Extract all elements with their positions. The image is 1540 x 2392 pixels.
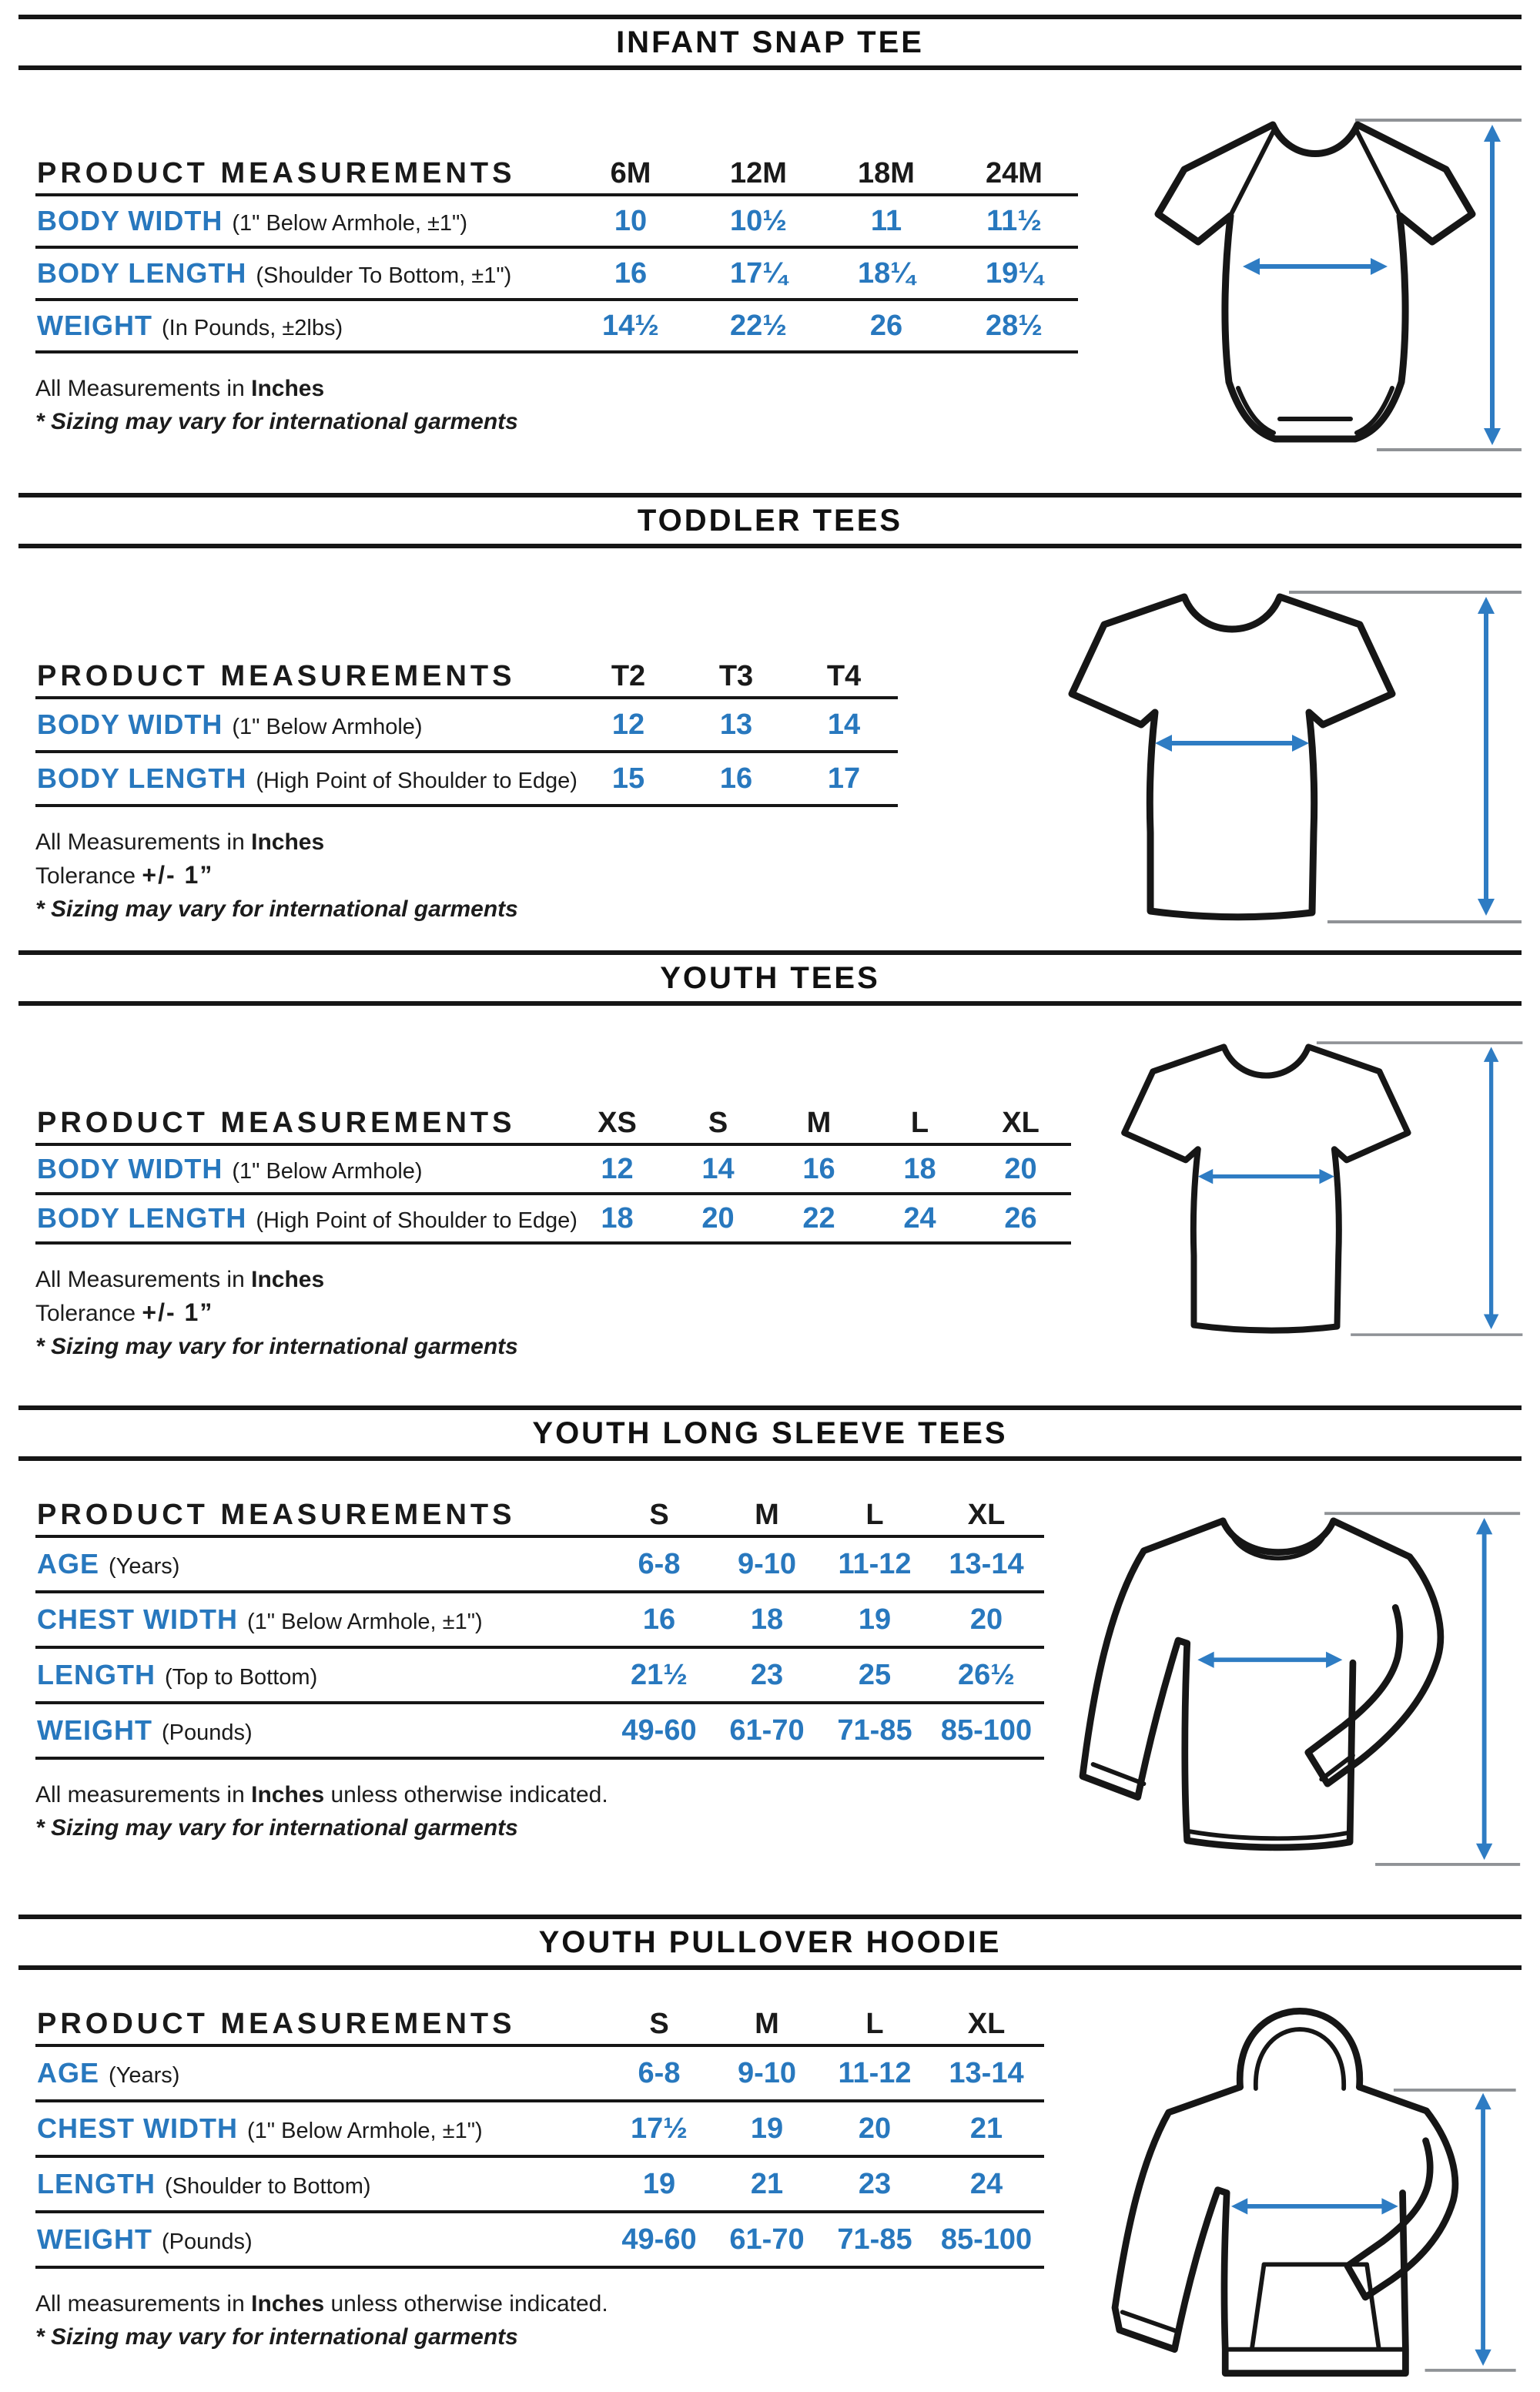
value-cell: 11 [870,204,902,237]
row-label-cell [35,709,574,741]
tee-diagram [992,551,1531,950]
table-row [35,249,1078,301]
value-cell: 10½ [730,204,787,237]
sizing-note: * Sizing may vary for international garments [35,1334,518,1359]
size-header: XL [1002,1106,1040,1139]
table-header-label: PRODUCT MEASUREMENTS [37,659,516,692]
row-label: LENGTH [37,2168,156,2199]
row-label: WEIGHT [37,2223,152,2255]
row-label: WEIGHT [37,1714,152,1746]
value-cell: 49-60 [621,1714,697,1747]
value-cell: 20 [969,1603,1003,1636]
value-cell: 17½ [631,2112,688,2145]
section-title: YOUTH LONG SLEEVE TEES [532,1415,1008,1450]
body-width-arrow [1198,1169,1334,1184]
row-label: BODY WIDTH [37,1153,223,1184]
chest-width-arrow [1197,1652,1342,1668]
tolerance-bold: +/- 1” [142,1298,214,1326]
row-label-cell [35,1603,605,1636]
value-cell: 11-12 [838,2056,912,2089]
value-cell: 13 [719,708,753,741]
table-header-row [35,1495,1044,1538]
row-label: AGE [37,1548,100,1580]
row-label: WEIGHT [37,310,152,341]
value-cell: 26 [1004,1201,1037,1235]
value-cell: 19 [750,2112,784,2145]
value-cell: 14½ [602,309,659,342]
value-cell: 18 [903,1152,936,1185]
table-row [35,1649,1044,1704]
body-length-arrow [1478,597,1495,916]
value-cell: 71-85 [837,2223,912,2256]
pullover-hoodie-diagram [1069,1945,1531,2392]
row-label: BODY WIDTH [37,709,223,740]
size-header: XL [967,2007,1006,2040]
row-note: (1" Below Armhole, ±1") [246,2119,483,2143]
size-header: S [708,1106,728,1139]
units-note-suffix: unless otherwise indicated. [324,1782,608,1807]
sizing-note: * Sizing may vary for international garments [35,896,518,922]
value-cell: 16 [642,1603,676,1636]
row-label: BODY LENGTH [37,762,247,794]
row-label-cell [35,1153,567,1185]
table-header-label: PRODUCT MEASUREMENTS [37,156,516,189]
section-infant-snap-tee [0,0,1540,493]
value-cell: 21 [750,2167,784,2200]
reference-lines [1394,2090,1516,2370]
table-row [35,1538,1044,1593]
value-cell: 17 [827,762,861,795]
row-note: (1" Below Armhole) [232,715,423,739]
table-row [35,699,898,753]
size-header: 6M [610,156,651,189]
table-header-row [35,153,1078,196]
units-note-bold: Inches [251,1782,325,1807]
size-header: T4 [826,659,862,692]
sizing-note: * Sizing may vary for international garments [35,409,518,434]
table-header-row [35,656,898,699]
value-cell: 61-70 [729,2223,805,2256]
section-youth-tees [0,950,1540,1405]
value-cell: 17¼ [730,256,787,290]
row-label: BODY LENGTH [37,257,247,289]
row-label-cell [35,1548,605,1580]
row-label-cell [35,2057,605,2089]
table-header-label: PRODUCT MEASUREMENTS [37,1106,516,1139]
row-note: (Years) [109,1554,180,1579]
units-note-bold: Inches [251,2291,325,2317]
size-header: T3 [718,659,754,692]
size-header: 12M [730,156,787,189]
section-title: TODDLER TEES [637,503,903,538]
table-header-label: PRODUCT MEASUREMENTS [37,1498,516,1531]
value-cell: 16 [614,256,648,290]
row-note: (Years) [109,2063,180,2088]
value-cell: 23 [858,2167,892,2200]
row-label-cell [35,2112,605,2145]
table-row [35,2102,1044,2158]
units-note-bold: Inches [251,829,325,855]
table-row [35,753,898,807]
value-cell: 24 [969,2167,1003,2200]
row-note: (High Point of Shoulder to Edge) [256,769,578,793]
value-cell: 22½ [730,309,787,342]
row-note: (Top to Bottom) [165,1665,318,1690]
tolerance-prefix: Tolerance [35,1301,142,1326]
value-cell: 11-12 [838,1547,912,1580]
value-cell: 85-100 [940,1714,1033,1747]
table-row [35,1146,1071,1195]
row-label-cell [35,2223,605,2256]
tolerance-bold: +/- 1” [142,861,214,889]
infant-bodysuit-icon [1158,125,1472,439]
value-cell: 20 [1004,1152,1037,1185]
row-note: (1" Below Armhole, ±1") [232,211,468,236]
section-title-bar [18,950,1522,1006]
row-label-cell [35,205,567,237]
sizing-note: * Sizing may vary for international garments [35,1815,518,1841]
row-label-cell [35,310,567,342]
reference-lines [1355,120,1522,450]
size-header: S [649,1498,669,1531]
body-width-arrow [1243,258,1388,275]
section-title-bar [18,1405,1522,1461]
value-cell: 19 [642,2167,676,2200]
units-note-prefix: All measurements in [35,1782,252,1807]
value-cell: 16 [802,1152,835,1185]
value-cell: 12 [611,708,645,741]
row-label: BODY WIDTH [37,205,223,236]
row-label-cell [35,2168,605,2200]
row-label: LENGTH [37,1659,156,1690]
table-header-row [35,2004,1044,2047]
body-width-arrow [1155,735,1309,752]
value-cell: 13-14 [949,2056,1024,2089]
value-cell: 26½ [958,1658,1015,1691]
table-row [35,1593,1044,1649]
size-header: 18M [858,156,915,189]
units-note-prefix: All Measurements in [35,376,252,401]
size-header: 24M [986,156,1043,189]
table-row [35,2158,1044,2213]
section-title-bar [18,493,1522,548]
units-note-prefix: All Measurements in [35,829,252,855]
size-header: M [806,1106,832,1139]
row-label-cell [35,1659,605,1691]
value-cell: 20 [858,2112,892,2145]
value-cell: 10 [614,204,648,237]
size-header: T2 [611,659,646,692]
table-row [35,2213,1044,2269]
value-cell: 18 [601,1201,634,1235]
size-header: L [910,1106,929,1139]
body-length-arrow [1484,125,1501,445]
body-length-arrow [1484,1047,1498,1329]
table-row [35,301,1078,353]
size-header: M [755,1498,779,1531]
value-cell: 23 [750,1658,784,1691]
row-note: (1" Below Armhole, ±1") [246,1610,483,1634]
size-header: XS [598,1106,637,1139]
table-header-label: PRODUCT MEASUREMENTS [37,2007,516,2040]
table-row [35,196,1078,249]
length-arrow [1475,2093,1491,2366]
section-youth-pullover-hoodie [0,1915,1540,2392]
value-cell: 9-10 [737,2056,797,2089]
table-row [35,1704,1044,1760]
tee-icon [1072,597,1392,917]
size-header: XL [967,1498,1006,1531]
size-header: L [865,1498,884,1531]
row-note: (High Point of Shoulder to Edge) [256,1208,578,1233]
length-arrow [1476,1518,1492,1860]
units-note-bold: Inches [251,1267,325,1292]
sizing-note: * Sizing may vary for international garments [35,2324,518,2350]
size-header: L [865,2007,884,2040]
row-label: BODY LENGTH [37,1202,247,1234]
value-cell: 71-85 [837,1714,912,1747]
value-cell: 18¼ [858,256,915,290]
units-note-prefix: All measurements in [35,2291,252,2317]
value-cell: 18 [750,1603,784,1636]
row-label-cell [35,1202,578,1235]
value-cell: 49-60 [621,2223,697,2256]
value-cell: 6-8 [638,2056,681,2089]
value-cell: 19¼ [986,256,1043,290]
chest-width-arrow [1231,2198,1398,2214]
units-note-bold: Inches [251,376,325,401]
value-cell: 25 [858,1658,892,1691]
section-youth-long-sleeve-tees [0,1405,1540,1915]
value-cell: 26 [869,309,903,342]
value-cell: 21 [969,2112,1003,2145]
value-cell: 16 [719,762,753,795]
value-cell: 85-100 [940,2223,1033,2256]
table-row [35,2047,1044,2102]
section-toddler-tees [0,493,1540,950]
table-header-row [35,1103,1071,1146]
row-label: CHEST WIDTH [37,2112,238,2144]
units-note-suffix: unless otherwise indicated. [324,2291,608,2317]
units-note-prefix: All Measurements in [35,1267,252,1292]
section-title: INFANT SNAP TEE [616,25,924,59]
value-cell: 20 [701,1201,735,1235]
value-cell: 28½ [986,309,1043,342]
row-label-cell [35,762,578,795]
long-sleeve-tee-icon [1083,1521,1441,1848]
row-label-cell [35,1714,605,1747]
table-row [35,1195,1071,1245]
row-note: (Shoulder to Bottom) [165,2174,371,2199]
infant-bodysuit-diagram [1100,77,1531,481]
value-cell: 21½ [631,1658,688,1691]
value-cell: 12 [601,1152,634,1185]
tolerance-prefix: Tolerance [35,863,142,889]
row-note: (Pounds) [161,1720,253,1745]
value-cell: 61-70 [729,1714,805,1747]
tee-diagram [1053,1006,1531,1365]
value-cell: 6-8 [638,1547,681,1580]
size-header: M [755,2007,779,2040]
value-cell: 11½ [986,204,1042,237]
section-title: YOUTH TEES [660,960,880,995]
pullover-hoodie-icon [1115,2011,1455,2373]
section-title-bar [18,15,1522,70]
value-cell: 13-14 [949,1547,1024,1580]
size-header: S [649,2007,669,2040]
value-cell: 22 [802,1201,835,1235]
value-cell: 9-10 [737,1547,797,1580]
section-title: YOUTH PULLOVER HOODIE [538,1925,1002,1959]
row-label: CHEST WIDTH [37,1603,238,1635]
row-note: (Shoulder To Bottom, ±1") [256,263,512,288]
value-cell: 19 [858,1603,892,1636]
value-cell: 24 [903,1201,936,1235]
row-note: (1" Below Armhole) [232,1159,423,1184]
row-label-cell [35,257,567,290]
value-cell: 14 [827,708,861,741]
long-sleeve-tee-diagram [1024,1469,1532,1891]
row-note: (In Pounds, ±2lbs) [161,316,343,340]
tee-icon [1124,1047,1408,1330]
row-label: AGE [37,2057,100,2089]
value-cell: 15 [611,762,645,795]
value-cell: 14 [701,1152,735,1185]
row-note: (Pounds) [161,2230,253,2254]
